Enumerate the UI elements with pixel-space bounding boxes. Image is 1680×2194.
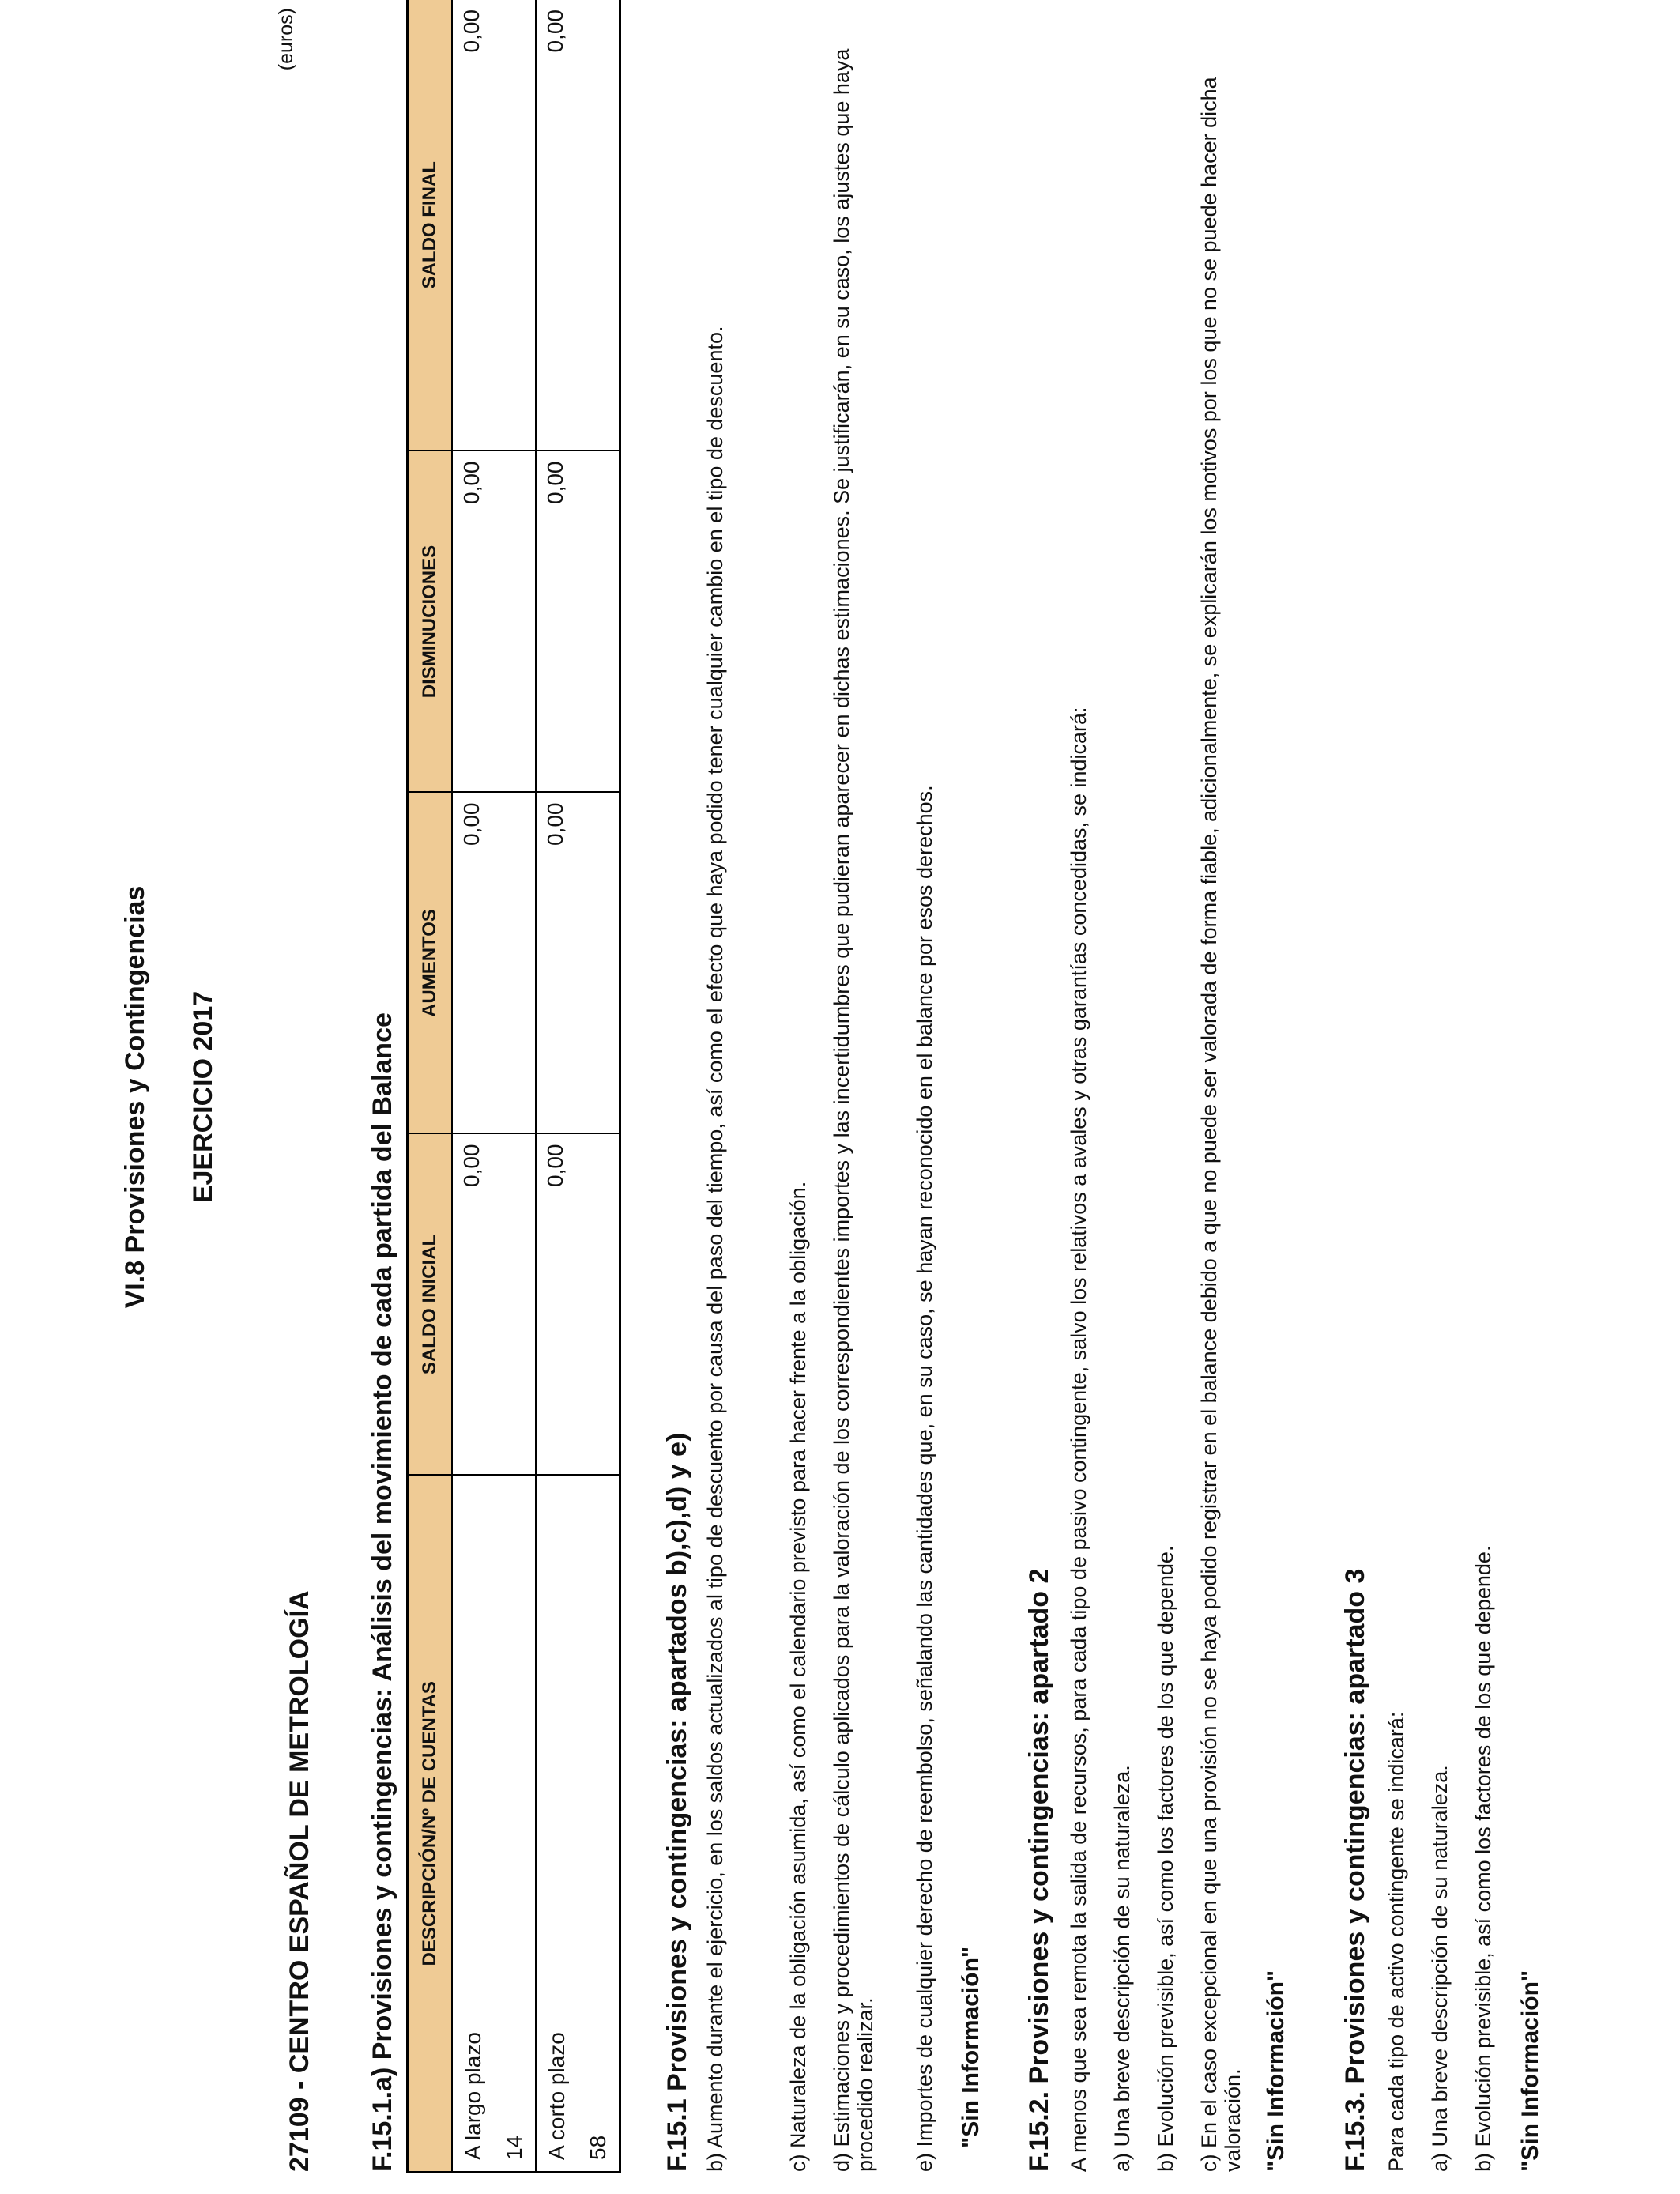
- section-15-1-c-wrap: [786, 38, 810, 2172]
- section-15-3-intro: Para cada tipo de activo contingente se indicará:: [1384, 1711, 1408, 2172]
- row-account-number: 14: [494, 1476, 536, 2173]
- column-header-description: DESCRIPCIÓN/Nº DE CUENTAS: [408, 1476, 453, 2173]
- section-15-1-e-wrap: [913, 38, 936, 2172]
- section-15-2-intro: A menos que sea remota la salida de recursos, para cada tipo de pasivo contingente, salvo los relativos a avales y otras garantías concedidas, se indicará:: [1067, 707, 1090, 2172]
- section-15-2-b-wrap: [1154, 38, 1177, 2172]
- section-15-2-a-wrap: [1110, 38, 1134, 2172]
- section-15-3-title-wrap: [1340, 38, 1371, 2172]
- cell-saldo-final: 0,00: [452, 0, 536, 451]
- column-header-saldo-inicial: SALDO INICIAL: [408, 1134, 453, 1476]
- section-15-2-title-wrap: [1024, 38, 1055, 2172]
- section-15-2-sin-informacion: "Sin Información": [1263, 1970, 1289, 2172]
- cell-disminuciones: 0,00: [536, 451, 620, 793]
- column-header-disminuciones: DISMINUCIONES: [408, 451, 453, 793]
- table-section-title: F.15.1.a) Provisiones y contingencias: Análisis del movimiento de cada partida del Balance: [367, 1012, 397, 2172]
- cell-saldo-final: 0,00: [536, 0, 620, 451]
- column-header-saldo-final: SALDO FINAL: [408, 0, 453, 451]
- row-description: A largo plazo: [452, 1476, 494, 2173]
- table-row: [452, 0, 494, 2173]
- section-15-3-a-wrap: [1428, 38, 1452, 2172]
- entity-name: 27109 - CENTRO ESPAÑOL DE METROLOGÍA: [284, 1590, 315, 2172]
- cell-saldo-inicial: 0,00: [452, 1134, 536, 1476]
- cell-disminuciones: 0,00: [452, 451, 536, 793]
- section-15-2-item-b: b) Evolución previsible, así como los factores de los que depende.: [1154, 1545, 1177, 2172]
- section-15-1-title-wrap: [662, 38, 693, 2172]
- section-15-1-title: F.15.1 Provisiones y contingencias: apartados b),c),d) y e): [662, 1432, 692, 2172]
- section-15-3-b-wrap: [1471, 38, 1495, 2172]
- section-15-2-intro-wrap: [1067, 38, 1090, 2172]
- section-15-1-item-c: c) Naturaleza de la obligación asumida, así como el calendario previsto para hacer frente a la obligación.: [786, 1181, 810, 2172]
- table-row: [536, 0, 578, 2173]
- section-15-3-title: F.15.3. Provisiones y contingencias: apartado 3: [1340, 1568, 1370, 2172]
- section-15-3-item-b: b) Evolución previsible, así como los factores de los que depende.: [1471, 1545, 1495, 2172]
- provisions-table: [406, 0, 621, 2173]
- section-15-2-sin-info-wrap: [1263, 38, 1290, 2172]
- fiscal-year: EJERCICIO 2017: [188, 990, 218, 1204]
- section-15-3-intro-wrap: [1384, 38, 1408, 2172]
- cell-aumentos: 0,00: [452, 793, 536, 1134]
- section-15-2-item-a: a) Una breve descripción de su naturaleza.: [1110, 1765, 1134, 2172]
- row-account-number: 58: [578, 1476, 620, 2173]
- section-15-1-sin-informacion: "Sin Información": [958, 1946, 984, 2148]
- section-15-1-item-b: b) Aumento durante el ejercicio, en los saldos actualizados al tipo de descuento por causa del paso del tiempo, así como el efecto que haya podido tener cualquier cambio en el tipo de descuento.: [703, 326, 727, 2172]
- row-description: A corto plazo: [536, 1476, 578, 2173]
- section-15-3-item-a: a) Una breve descripción de su naturaleza.: [1428, 1765, 1452, 2172]
- currency-unit: (euros): [275, 8, 297, 71]
- section-15-1-b-wrap: [703, 38, 727, 2172]
- section-15-1-item-e: e) Importes de cualquier derecho de reembolso, señalando las cantidades que, en su caso, se hayan reconocido en el balance por esos derechos.: [913, 785, 936, 2172]
- page-title: VI.8 Provisiones y Contingencias: [120, 885, 150, 1309]
- section-15-2-c-wrap: [1197, 38, 1245, 2172]
- cell-saldo-inicial: 0,00: [536, 1134, 620, 1476]
- table-header-row: [408, 0, 453, 2173]
- section-15-3-sin-info-wrap: [1517, 38, 1544, 2172]
- section-15-1-d-wrap: [830, 38, 877, 2172]
- section-15-1-item-d: d) Estimaciones y procedimientos de cálculo aplicados para la valoración de los correspondientes importes y las incertidumbres que pudieran aparecer en dichas estimaciones. Se justificarán, en su caso, los ajustes que haya procedido realizar.: [830, 48, 877, 2172]
- section-15-2-title: F.15.2. Provisiones y contingencias: apartado 2: [1024, 1568, 1054, 2172]
- section-15-3-sin-informacion: "Sin Información": [1517, 1970, 1543, 2172]
- cell-aumentos: 0,00: [536, 793, 620, 1134]
- section-15-1-sin-info-wrap: [958, 14, 985, 2148]
- column-header-aumentos: AUMENTOS: [408, 793, 453, 1134]
- section-15-2-item-c: c) En el caso excepcional en que una provisión no se haya podido registrar en el balance debido a que no puede ser valorada de forma fiable, adicionalmente, se explicarán los motivos por los que no se puede hacer dicha valoración.: [1197, 77, 1245, 2172]
